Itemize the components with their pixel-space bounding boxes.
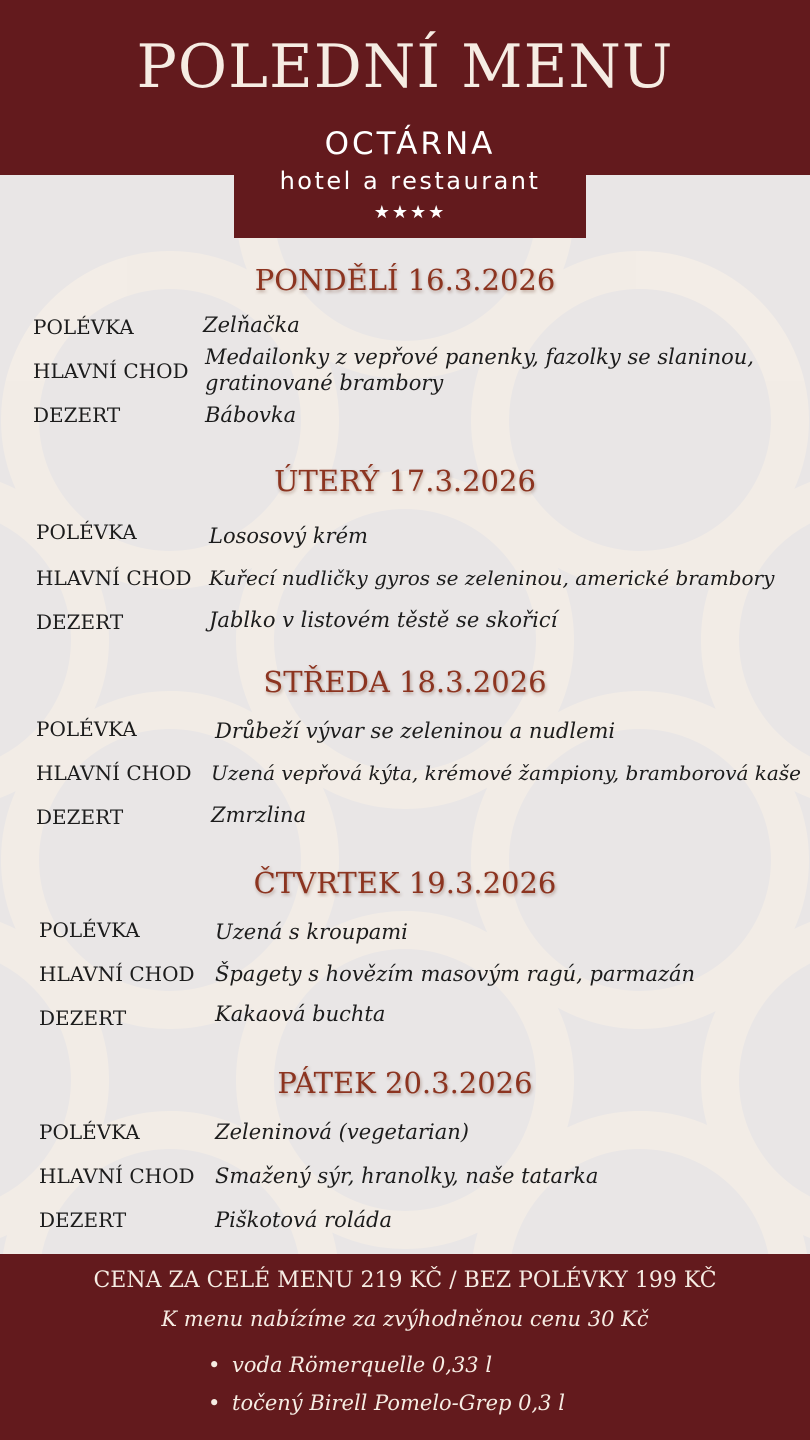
dish-name: Bábovka	[205, 403, 297, 427]
course-label: DEZERT	[33, 403, 121, 427]
course-label: DEZERT	[36, 805, 124, 829]
dish-name: Jablko v listovém těstě se skořicí	[209, 608, 558, 632]
course-label: DEZERT	[39, 1208, 127, 1232]
dish-name: Smažený sýr, hranolky, naše tatarka	[215, 1164, 599, 1188]
dish-name: Kakaová buchta	[215, 1002, 386, 1026]
drink-item	[208, 1350, 493, 1380]
day-title: ÚTERÝ 17.3.2026	[274, 464, 536, 498]
dish-name: Kuřecí nudličky gyros se zeleninou, americké brambory	[209, 566, 775, 590]
bullet-icon: •	[208, 1353, 221, 1377]
brand-subtitle: hotel a restaurant	[279, 167, 541, 195]
dish-name: Uzená s kroupami	[215, 920, 408, 944]
course-label: DEZERT	[39, 1006, 127, 1030]
day-title: PÁTEK 20.3.2026	[277, 1066, 533, 1100]
dish-name: Lososový krém	[209, 524, 368, 548]
course-label: POLÉVKA	[36, 717, 137, 741]
course-label: HLAVNÍ CHOD	[36, 761, 192, 785]
course-label: POLÉVKA	[39, 1120, 140, 1144]
drink-name: voda Römerquelle 0,33 l	[232, 1353, 493, 1377]
day-title: PONDĚLÍ 16.3.2026	[254, 263, 556, 297]
day-title: STŘEDA 18.3.2026	[263, 665, 547, 699]
dish-name-line2: gratinované brambory	[205, 371, 444, 395]
dish-name: Uzená vepřová kýta, krémové žampiony, bramborová kaše	[211, 761, 801, 785]
course-label: DEZERT	[36, 610, 124, 634]
dish-name: Špagety s hovězím masovým ragú, parmazán	[215, 962, 696, 986]
brand-name: OCTÁRNA	[324, 126, 496, 162]
course-label: HLAVNÍ CHOD	[36, 566, 192, 590]
footer-banner	[0, 1254, 810, 1440]
drink-item	[208, 1388, 565, 1418]
day-title: ČTVRTEK 19.3.2026	[253, 866, 557, 900]
course-label: HLAVNÍ CHOD	[39, 1164, 195, 1188]
dish-name: Piškotová roláda	[215, 1208, 393, 1232]
price-line: CENA ZA CELÉ MENU 219 KČ / BEZ POLÉVKY 199 KČ	[93, 1268, 717, 1293]
dish-name: Zmrzlina	[211, 803, 307, 827]
dish-name: Zeleninová (vegetarian)	[215, 1120, 469, 1144]
course-label: HLAVNÍ CHOD	[39, 962, 195, 986]
course-label: HLAVNÍ CHOD	[33, 359, 189, 383]
brand-stars: ★★★★	[373, 202, 447, 223]
course-label: POLÉVKA	[39, 918, 140, 942]
dish-name: Zelňačka	[203, 313, 300, 337]
page-title: POLEDNÍ MENU	[136, 32, 674, 102]
drink-offer-line: K menu nabízíme za zvýhodněnou cenu 30 Kč	[161, 1307, 649, 1331]
brand-box	[234, 110, 586, 238]
dish-name: Medailonky z vepřové panenky, fazolky se slaninou,	[205, 345, 754, 369]
bullet-icon: •	[208, 1391, 221, 1415]
drink-name: točený Birell Pomelo-Grep 0,3 l	[232, 1391, 565, 1415]
dish-name: Drůbeží vývar se zeleninou a nudlemi	[215, 719, 616, 743]
course-label: POLÉVKA	[36, 520, 137, 544]
course-label: POLÉVKA	[33, 315, 134, 339]
